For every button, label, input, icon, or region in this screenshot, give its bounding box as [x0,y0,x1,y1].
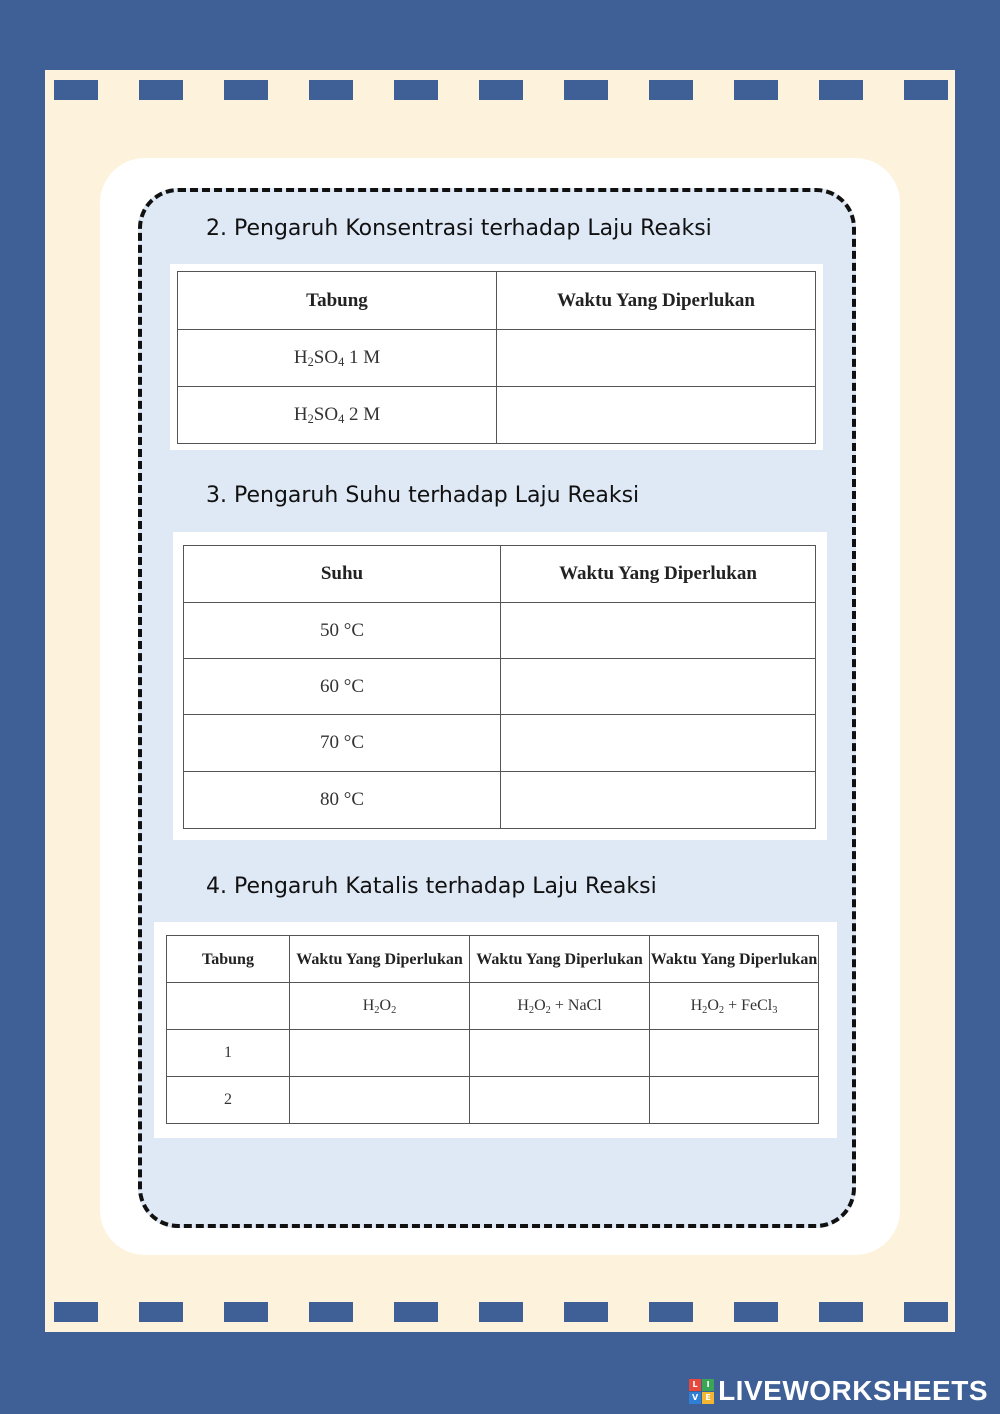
header-tabung: Tabung [167,936,290,983]
table-row [184,772,816,829]
cell-answer[interactable] [290,1077,470,1124]
border-notch [734,80,778,100]
logo-grid-icon [689,1379,714,1404]
heading-konsentrasi: 2. Pengaruh Konsentrasi terhadap Laju Reaksi [206,216,712,241]
border-notch [394,80,438,100]
border-notch [394,1302,438,1322]
border-notch [734,1302,778,1322]
border-notch [649,80,693,100]
table-row [184,659,816,715]
cell-answer[interactable] [501,659,816,715]
table-row [167,1030,819,1077]
cell-answer[interactable] [290,1030,470,1077]
cell-answer[interactable] [650,1030,819,1077]
table-suhu [183,545,816,829]
header-waktu: Waktu Yang Diperlukan [497,272,816,330]
logo-text: LIVEWORKSHEETS [718,1375,988,1406]
header-waktu-2: Waktu Yang Diperlukan [470,936,650,983]
border-notch [904,80,948,100]
table-katalis-wrap [154,922,837,1138]
header-waktu: Waktu Yang Diperlukan [501,546,816,603]
cell-answer[interactable] [470,1077,650,1124]
border-notch [54,80,98,100]
border-notch [479,1302,523,1322]
table-row [178,387,816,444]
table-row [184,715,816,772]
table-row [184,603,816,659]
border-notch [479,80,523,100]
heading-suhu: 3. Pengaruh Suhu terhadap Laju Reaksi [206,483,640,508]
table-suhu-wrap [173,532,827,840]
header-tabung: Tabung [178,272,497,330]
cell-50c: 50 °C [184,603,501,659]
header-suhu: Suhu [184,546,501,603]
border-notch [564,80,608,100]
border-notch [904,1302,948,1322]
cell-60c: 60 °C [184,659,501,715]
table-row [167,983,819,1030]
border-notch [54,1302,98,1322]
table-konsentrasi-wrap [170,264,823,450]
border-notch [224,80,268,100]
logo-letter-e: E [702,1392,714,1404]
logo-letter-i: I [702,1379,714,1391]
cell-h2o2: $H_2O_2$ [290,983,470,1030]
table-row [167,1077,819,1124]
cell-answer[interactable] [497,330,816,387]
table-katalis [166,935,819,1124]
cell-empty [167,983,290,1030]
cell-tabung-1: 1 [167,1030,290,1077]
cell-h2o2-fecl3: $H_2O_2$ + FeCl$_3$ [650,983,819,1030]
cell-h2o2-nacl: $H_2O_2$ + NaCl [470,983,650,1030]
logo-letter-l: L [689,1379,701,1391]
border-notch [819,80,863,100]
cell-answer[interactable] [501,715,816,772]
cell-answer[interactable] [650,1077,819,1124]
border-notch [309,80,353,100]
cell-h2so4-1m: $H_2SO_4$ 1 M [178,330,497,387]
border-notch [139,1302,183,1322]
heading-katalis: 4. Pengaruh Katalis terhadap Laju Reaksi [206,874,657,899]
border-notch [564,1302,608,1322]
cell-answer[interactable] [501,603,816,659]
border-notch [224,1302,268,1322]
header-waktu-1: Waktu Yang Diperlukan [290,936,470,983]
border-notch [309,1302,353,1322]
cell-answer[interactable] [470,1030,650,1077]
table-konsentrasi [177,271,816,444]
border-notch [139,80,183,100]
cell-answer[interactable] [497,387,816,444]
header-waktu-3: Waktu Yang Diperlukan [650,936,819,983]
table-row [178,330,816,387]
border-notch [649,1302,693,1322]
border-notch [819,1302,863,1322]
cell-70c: 70 °C [184,715,501,772]
cell-tabung-2: 2 [167,1077,290,1124]
logo-letter-v: V [689,1392,701,1404]
cell-80c: 80 °C [184,772,501,829]
liveworksheets-logo[interactable] [689,1376,988,1406]
cell-h2so4-2m: $H_2SO_4$ 2 M [178,387,497,444]
cell-answer[interactable] [501,772,816,829]
